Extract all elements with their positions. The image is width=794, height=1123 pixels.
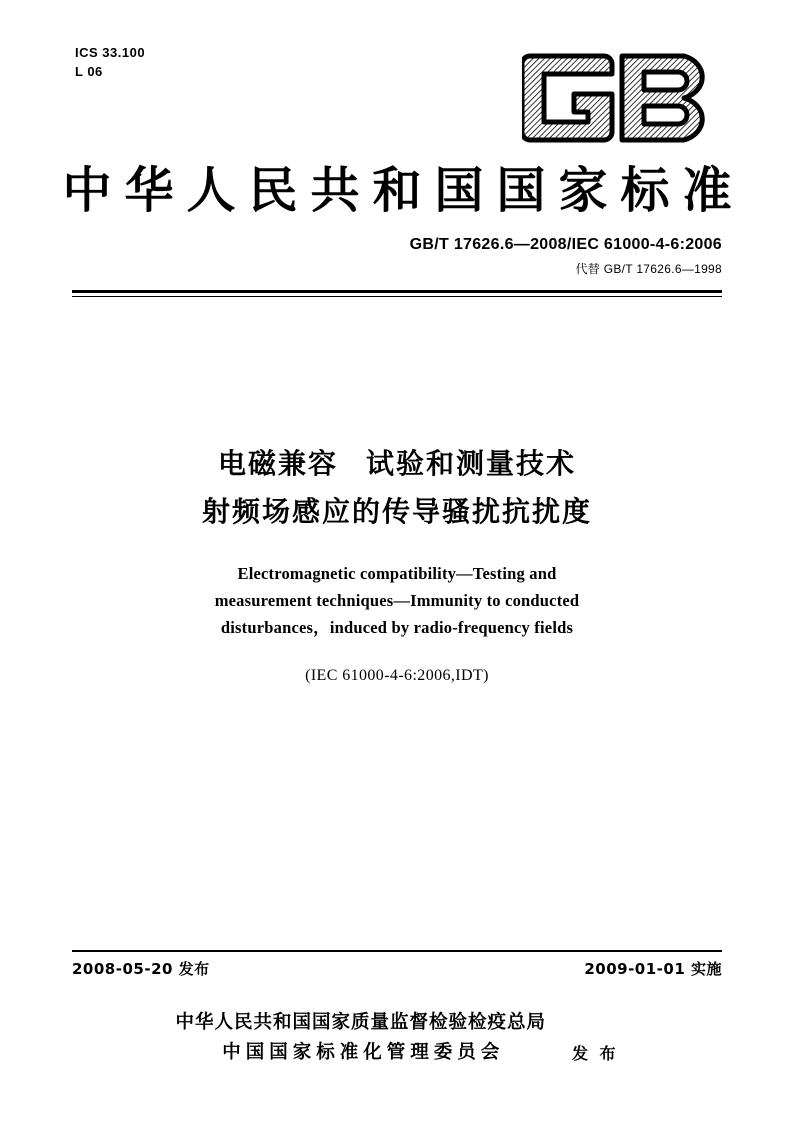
title-en-line3: disturbances，induced by radio-frequency fields bbox=[220, 618, 574, 637]
divider-top-thick bbox=[72, 290, 722, 293]
gb-logo-icon bbox=[522, 52, 722, 144]
iec-reference: (IEC 61000-4-6:2006,IDT) bbox=[305, 667, 489, 684]
effective-date: 2009-01-01 实施 bbox=[584, 960, 722, 978]
issuer-block bbox=[0, 1008, 794, 1068]
title-cn-part1: 电磁兼容 bbox=[217, 447, 338, 480]
issue-date: 2008-05-20 发布 bbox=[72, 960, 210, 978]
title-cn-line2: 射频场感应的传导骚扰抗扰度 bbox=[201, 495, 592, 528]
standard-title-english bbox=[0, 560, 794, 641]
publish-label: 发 布 bbox=[571, 1044, 619, 1063]
title-en-line2: measurement techniques—Immunity to conducted bbox=[214, 591, 580, 610]
classification-code: L 06 bbox=[75, 63, 103, 79]
ics-classification-block bbox=[75, 44, 145, 82]
issuer-line2: 中国国家标准化管理委员会 bbox=[222, 1042, 505, 1063]
standard-title-chinese bbox=[0, 440, 794, 536]
title-en-line1: Electromagnetic compatibility—Testing and bbox=[237, 564, 557, 583]
standard-number-block bbox=[410, 236, 722, 277]
issuer-names bbox=[175, 1008, 546, 1068]
page-title: 中华人民共和国国家标准 bbox=[62, 162, 745, 219]
divider-top-thin bbox=[72, 296, 722, 297]
ics-code: ICS 33.100 bbox=[75, 45, 146, 60]
date-row bbox=[72, 958, 722, 979]
standard-replaces: 代替 GB/T 17626.6—1998 bbox=[575, 262, 722, 276]
divider-dates bbox=[72, 950, 722, 952]
standard-number: GB/T 17626.6—2008/IEC 61000-4-6:2006 bbox=[409, 236, 722, 253]
issuer-line1: 中华人民共和国国家质量监督检验检疫总局 bbox=[175, 1012, 546, 1033]
title-cn-part2: 试验和测量技术 bbox=[366, 447, 577, 480]
